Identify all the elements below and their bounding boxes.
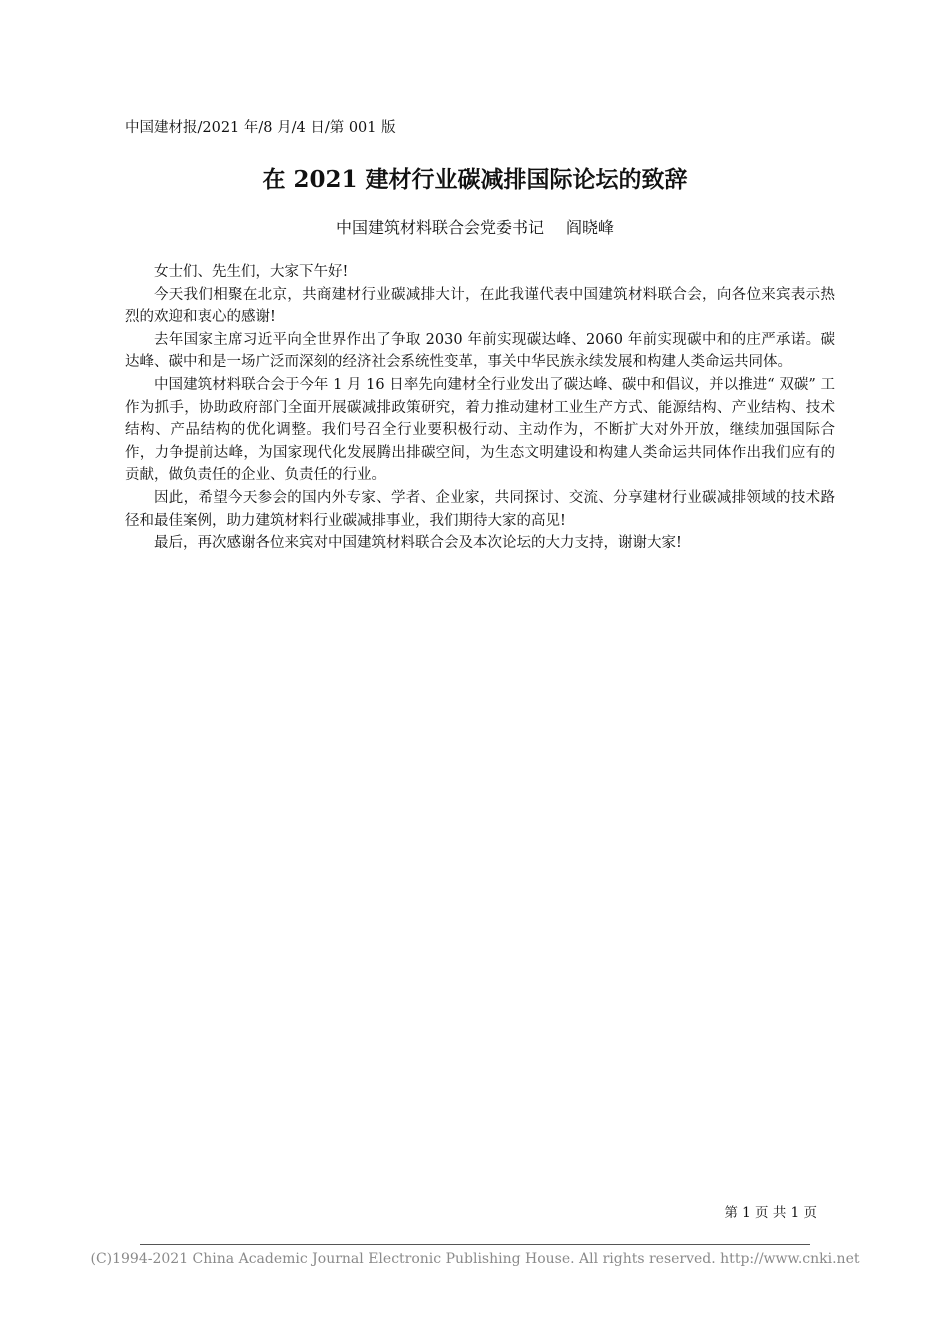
paragraph-initiative: 中国建筑材料联合会于今年 1 月 16 日率先向建材全行业发出了碳达峰、碳中和倡议，并以推进“ 双碳” 工作为抓手，协助政府部门全面开展碳减排政策研究，着力推动建材工业生产方式、能源结构、产业结构、技术结构、产品结构的优化调整。我们号召全行业要积极行动、主动作为，不断扩大对外开放，继续加强国际合作，力争提前达峰，为国家现代化发展腾出排碳空间，为生态文明建设和构建人类命运共同体作出我们应有的贡献，做负责任的企业、负责任的行业。 (125, 376, 835, 484)
source-line: 中国建材报/2021 年/8 月/4 日/第 001 版 (125, 120, 396, 136)
paragraph-greeting: 女士们、先生们，大家下午好! (154, 264, 349, 280)
paragraph-commitment: 去年国家主席习近平向全世界作出了争取 2030 年前实现碳达峰、2060 年前实现碳中和的庄严承诺。碳达峰、碳中和是一场广泛而深刻的经济社会系统性变革，事关中华民族永续发展和构建人类命运共同体。 (125, 331, 835, 371)
byline (0, 216, 950, 240)
byline-organization: 中国建筑材料联合会党委书记 (335, 218, 544, 237)
page-number: 第 1 页 共 1 页 (724, 1205, 817, 1221)
article-title: 在 2021 建材行业碳减排国际论坛的致辞 (262, 166, 688, 193)
article-body (125, 261, 835, 555)
copyright-notice: (C)1994-2021 China Academic Journal Electronic Publishing House. All rights reserved. http://www.cnki.net (90, 1251, 860, 1267)
byline-author: 阎晓峰 (566, 218, 615, 237)
paragraph-hope: 因此，希望今天参会的国内外专家、学者、企业家，共同探讨、交流、分享建材行业碳减排领域的技术路径和最佳案例，助力建筑材料行业碳减排事业，我们期待大家的高见! (125, 489, 835, 529)
paragraph-welcome: 今天我们相聚在北京，共商建材行业碳减排大计，在此我谨代表中国建筑材料联合会，向各位来宾表示热烈的欢迎和衷心的感谢! (125, 286, 835, 326)
paragraph-closing: 最后，再次感谢各位来宾对中国建筑材料联合会及本次论坛的大力支持，谢谢大家! (154, 535, 682, 552)
footer-divider (140, 1244, 810, 1245)
